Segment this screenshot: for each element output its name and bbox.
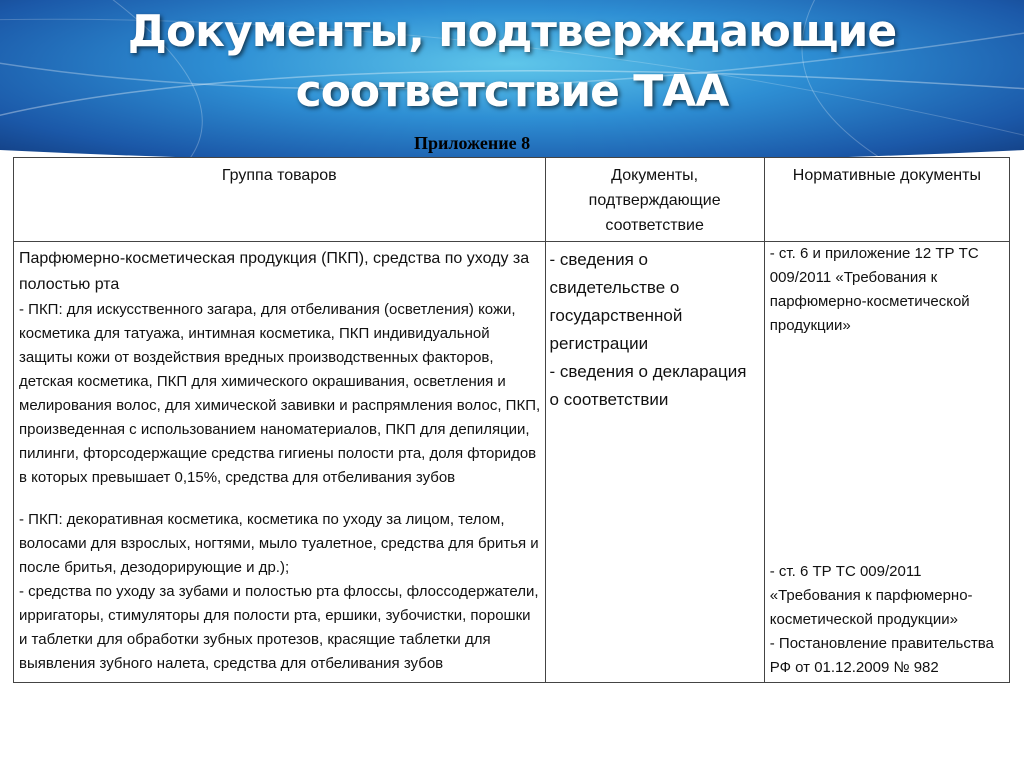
document-declaration: - сведения о декларация о соответствии: [549, 362, 747, 409]
goods-group-3: - средства по уходу за зубами и полостью рта флоссы, флоссодержатели, ирригаторы, стимуляторы для полости рта, ершики, зубочистки, порошки и таблетки для обработки зубных протезов, красящие таблетки для выявления зубного налета, средства для отбеливания зубов: [19, 583, 539, 672]
normative-1: - ст. 6 и приложение 12 ТР ТС 009/2011 «Требования к парфюмерно-косметической продукции»: [769, 245, 979, 334]
slide-title-line1: Документы, подтверждающие: [127, 6, 897, 57]
goods-cell: [14, 242, 546, 683]
slide-title-line2: соответствие ТАА: [295, 66, 729, 117]
header-normative-documents: Нормативные документы: [764, 158, 1009, 242]
document-registration: - сведения о свидетельстве о государственной регистрации: [549, 250, 683, 353]
normative-2b: - Постановление правительства РФ от 01.12.2009 № 982: [769, 635, 994, 676]
conformity-documents-table: [13, 157, 1010, 683]
normative-2a: - ст. 6 ТР ТС 009/2011 «Требования к парфюмерно-косметической продукции»: [769, 563, 973, 628]
header-goods-group: Группа товаров: [14, 158, 546, 242]
appendix-label: Приложение 8: [414, 133, 531, 153]
table-header-row: [14, 158, 1010, 242]
documents-cell: [545, 242, 764, 683]
goods-group-2: - ПКП: декоративная косметика, косметика по уходу за лицом, телом, волосами для взрослых, ногтями, мыло туалетное, средства для бритья и после бритья, дезодорирующие и др.);: [19, 511, 539, 576]
normative-cell: [764, 242, 1009, 683]
table-row: [14, 242, 1010, 683]
goods-group-1: - ПКП: для искусственного загара, для отбеливания (осветления) кожи, косметика для татуажа, интимная косметика, ПКП индивидуальной защиты кожи от воздействия вредных производственных факторов, детская косметика, ПКП для химического окрашивания, осветления и мелирования волос, для химической завивки и распрямления волос, ПКП, произведенная с использованием наноматериалов, ПКП для депиляции, пилинги, фторсодержащие средства гигиены полости рта, доля фторидов в которых превышает 0,15%, средства для отбеливания зубов: [19, 301, 541, 486]
header-conformity-documents: Документы, подтверждающие соответствие: [545, 158, 764, 242]
goods-heading: Парфюмерно-косметическая продукция (ПКП), средства по уходу за полостью рта: [19, 250, 530, 293]
